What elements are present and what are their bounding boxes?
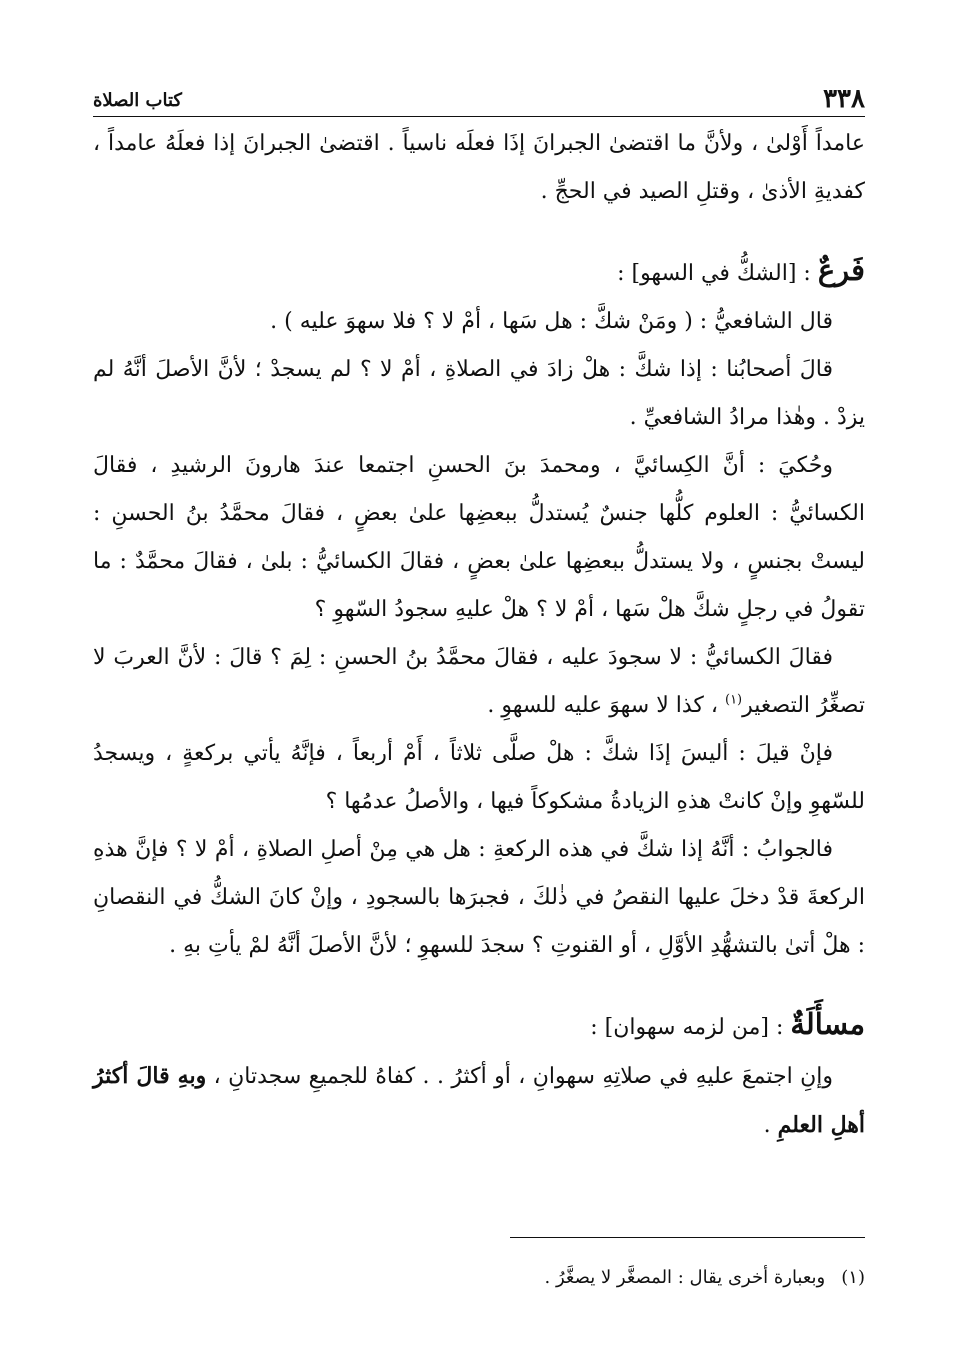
paragraph-objection: فإنْ قيلَ : أليسَ إذَا شكَّ : هلْ صلَّى ثلاثاً ، أَمْ أربعاً ، فإنَّهُ يأتي بركعةٍ ، ويسجدُ للسّهوِ وإنْ كانتْ هذهِ الزيادةُ مشكوكاً فيها ، والأصلُ عدمُها ؟ [93,741,865,814]
heading-text-far: : [الشكُّ في السهو] : [617,261,818,286]
paragraph-kisai-answer [93,634,865,730]
heading-label-far: فَرعٌ [817,253,865,287]
footnote [93,1262,865,1294]
paragraph-companions: قالَ أصحابُنا : إذا شكَّ : هلْ زادَ في الصلاةِ ، أمْ لا ؟ لم يسجدْ ؛ لأنَّ الأصلَ أنَّهُ لم يزدْ . وهٰذا مرادُ الشافعيِّ . [93,357,865,430]
page-number: ٣٣٨ [823,84,865,114]
paragraph-two-sahw [93,1052,865,1150]
paragraph-kisai-story: وحُكيَ : أنَّ الكِسائيَّ ، ومحمدَ بنَ الحسنِ اجتمعا عندَ هارونَ الرشيدِ ، فقالَ الكسائيُّ : العلوم كلُّها جنسٌ يُستدلُّ ببعضِها علىٰ بعضٍ ، فقالَ محمَّدُ بنُ الحسنِ : ليستْ بجنسٍ ، ولا يستدلُّ ببعضِها علىٰ بعضٍ ، فقالَ الكسائيُّ : بلىٰ ، فقالَ محمَّدٌ : ما تقولُ في رجلٍ شكَّ هلْ سَها ، أمْ لا ؟ هلْ عليهِ سجودُ السّهوِ ؟ [93,453,865,622]
paragraph-two-sahw-bold: وبهِ قالَ أكثرُ أهلِ العلمِ [93,1063,865,1138]
heading-text-masala: : [من لزمه سهوان] : [590,1015,791,1040]
running-title: كتاب الصلاة [93,90,182,111]
section-heading-masala [93,1000,865,1052]
page-header [93,82,865,117]
footnote-divider [510,1237,865,1238]
section-gap [93,970,865,1000]
page-body [93,120,865,1150]
paragraph-kisai-answer-start: فقالَ الكسائيُّ : لا سجودَ عليه ، فقالَ محمَّدُ بنُ الحسنِ : لِمَ ؟ قالَ : لأنَّ العربَ لا تصغِّرُ التصغير [93,645,865,718]
paragraph-kisai-answer-end: ، كذا لا سهوَ عليه للسهوِ . [487,693,725,718]
paragraph-continuation: عامداً أَوْلىٰ ، ولأنَّ ما اقتضىٰ الجبرانَ إذَا فعلَه ناسياً . اقتضىٰ الجبرانَ إذا فعلَهُ عامداً ، كفديةِ الأذىٰ ، وقتلِ الصيد في الحجِّ . [93,131,865,204]
footnote-text: وبعبارة أخرى يقال : المصغَّر لا يصغَّرُ . [544,1267,826,1288]
paragraph-two-sahw-end: . [763,1113,778,1138]
paragraph-shafii-quote: قال الشافعيُّ : ( ومَنْ شكَّ : هل سَها ، أمْ لا ؟ فلا سهوَ عليه ) . [270,309,833,334]
paragraph-two-sahw-text: وإنِ اجتمعَ عليهِ في صلاتِهِ سهوانِ ، أو أكثرُ . . كفاهُ للجميعِ سجدتانِ ، [206,1064,833,1089]
section-gap [93,216,865,246]
heading-label-masala: مسأَلَةٌ [790,1007,865,1041]
paragraph-reply: فالجوابُ : أنَّهُ إذا شكَّ في هذه الركعةِ : هل هي مِنْ أصلِ الصلاةِ ، أمْ لا ؟ فإنَّ هذهِ الركعةَ قدْ دخلَ عليها النقصُ في ذٰلكَ ، فجبرَها بالسجودِ ، وإنْ كانَ الشكُّ في النقصانِ : هلْ أتىٰ بالتشهُّدِ الأوَّلِ ، أو القنوتِ ؟ سجدَ للسهوِ ؛ لأنَّ الأصلَ أنَّهُ لمْ يأتِ بهِ . [93,837,865,958]
footnote-number: (١) [841,1267,865,1288]
footnote-marker[interactable]: (١) [724,692,743,708]
section-heading-far [93,246,865,298]
